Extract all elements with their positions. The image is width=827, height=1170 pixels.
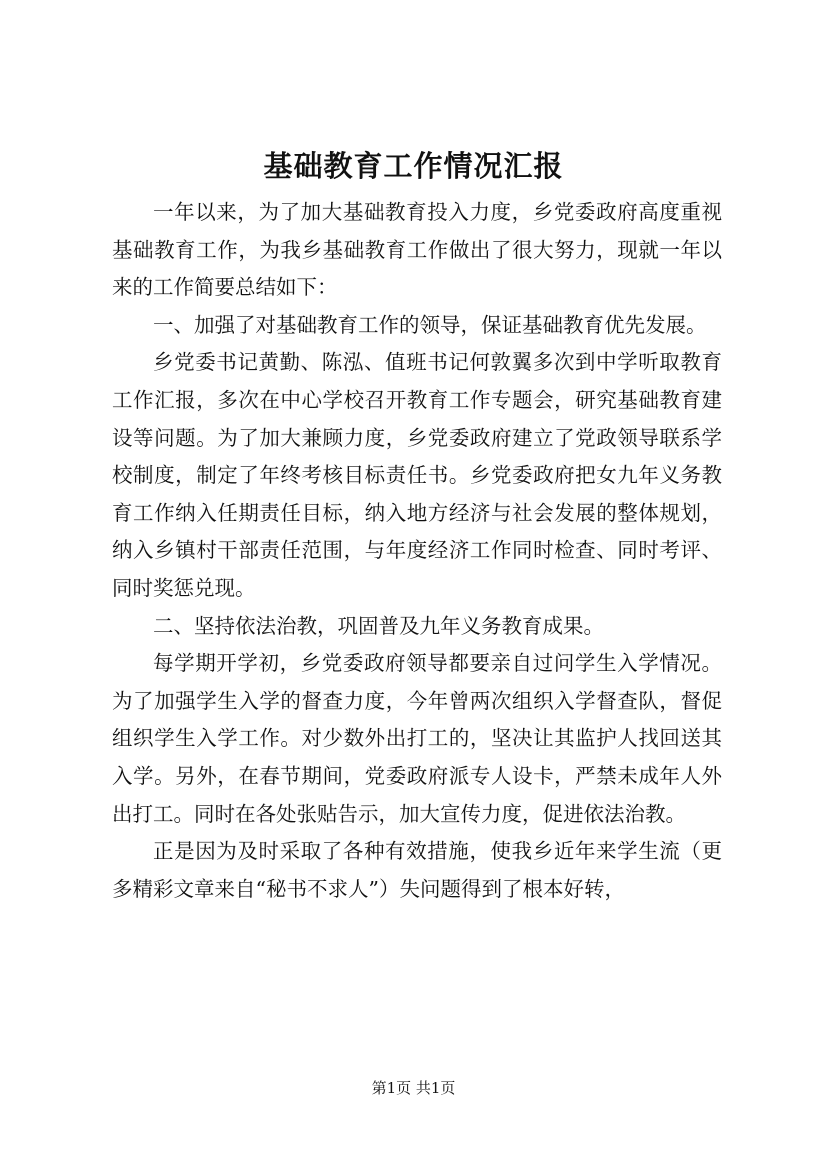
paragraph-enrollment: 每学期开学初，乡党委政府领导都要亲自过问学生入学情况。为了加强学生入学的督查力度，今年曾两次组织入学督查队，督促组织学生入学工作。对少数外出打工的，坚决让其监护人找回送其入学。另外，在春节期间，党委政府派专人设卡，严禁未成年人外出打工。同时在各处张贴告示，加大宣传力度，促进依法治教。 bbox=[112, 651, 722, 826]
paragraph-leadership: 乡党委书记黄勤、陈泓、值班书记何敦翼多次到中学听取教育工作汇报，多次在中心学校召开教育工作专题会，研究基础教育建设等问题。为了加大兼顾力度，乡党委政府建立了党政领导联系学校制度，制定了年终考核目标责任书。乡党委政府把女九年义务教育工作纳入任期责任目标，纳入地方经济与社会发展的整体规划，纳入乡镇村干部责任范围，与年度经济工作同时检查、同时考评、同时奖惩兑现。 bbox=[112, 350, 722, 600]
paragraph-intro: 一年以来，为了加大基础教育投入力度，乡党委政府高度重视基础教育工作，为我乡基础教育工作做出了很大努力，现就一年以来的工作简要总结如下： bbox=[112, 200, 722, 300]
paragraph-results: 正是因为及时采取了各种有效措施，使我乡近年来学生流（更多精彩文章来自“秘书不求人”）失问题得到了根本好转， bbox=[112, 839, 722, 901]
paragraph-heading-1: 一、加强了对基础教育工作的领导，保证基础教育优先发展。 bbox=[153, 312, 707, 337]
document-title: 基础教育工作情况汇报 bbox=[263, 149, 564, 183]
page-number-footer: 第1页 共1页 bbox=[371, 1079, 456, 1097]
document-body bbox=[112, 194, 722, 908]
paragraph-heading-2: 二、坚持依法治教，巩固普及九年义务教育成果。 bbox=[153, 613, 604, 638]
